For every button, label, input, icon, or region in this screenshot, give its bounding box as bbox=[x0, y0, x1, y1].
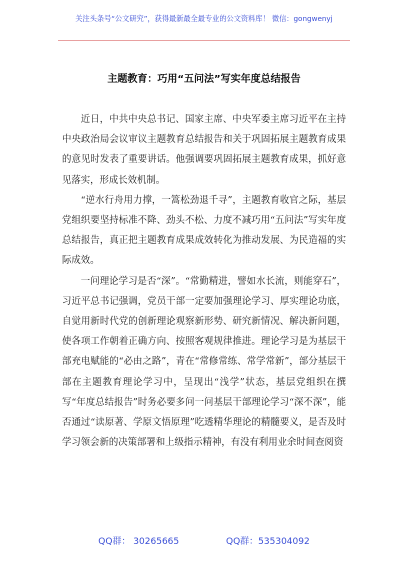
header-banner: 关注头条号“公文研究”，获得最新最全最专业的公文资料库！ 微信：gongwenyj bbox=[75, 14, 333, 23]
footer-qq-groups bbox=[0, 534, 408, 547]
footer-qq-group-2: QQ群：535304092 bbox=[226, 537, 310, 547]
paragraph-1: 近日，中共中央总书记、国家主席、中央军委主席习近平在主持中央政治局会议审议主题教育总结报告和关于巩固拓展主题教育成果的意见时发表了重要讲话。他强调要巩固拓展主题教育成果，抓好意见落实，形成长效机制。 bbox=[62, 114, 346, 186]
document-body bbox=[62, 110, 346, 453]
footer-qq-group-1: QQ群： 30265665 bbox=[98, 537, 180, 547]
paragraph-2: “逆水行舟用力撑，一篙松劲退千寻”，主题教育收官之际，基层党组织要坚持标准不降、劲头不松、力度不减巧用“五问法”写实年度总结报告，真正把主题教育成果成效转化为推动发展、为民造福的实际成效。 bbox=[62, 194, 346, 267]
document-title: 主题教育：巧用“五问法”写实年度总结报告 bbox=[107, 74, 301, 85]
paragraph-3: 一问理论学习是否“深”。“常勤精进，譬如水长流，则能穿石”，习近平总书记强调，党员干部一定要加强理论学习、厚实理论功底，自觉用新时代党的创新理论观察新形势、研究新情况、解决新问题，使各项工作朝着正确方向、按照客观规律推进。理论学习是为基层干部充电赋能的“必由之路”，青在“常修常练、常学常新”，部分基层干部在主题教育理论学习中，呈现出“浅学”状态，基层党组织在撰写“年度总结报告”时务必要多问一问基层干部理论学习“深不深”，能否通过“读原著、学原文悟原理”吃透精华理论的精髓要义，是否及时学习领会新的决策部署和上级指示精神，有没有利用业余时间查阅资 bbox=[62, 275, 346, 449]
header-divider bbox=[58, 40, 350, 41]
